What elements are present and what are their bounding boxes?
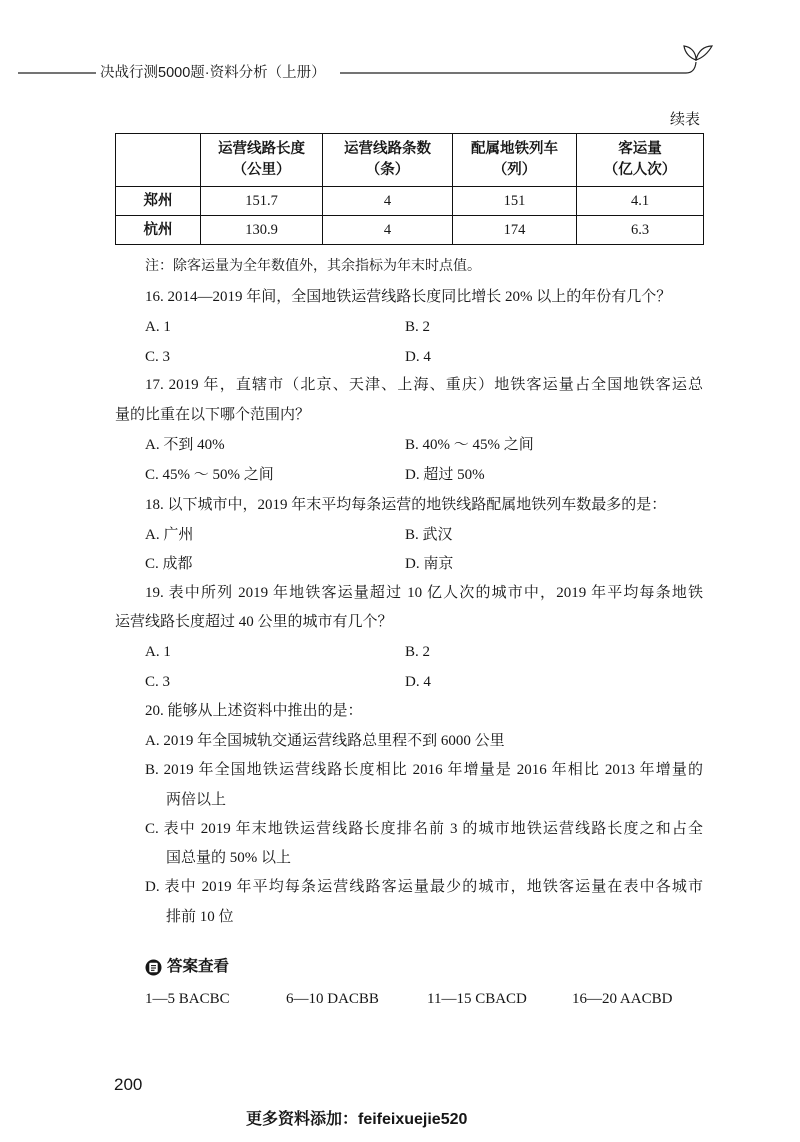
- table-note: 注：除客运量为全年数值外，其余指标为年末时点值。: [145, 259, 481, 274]
- column-header-unit: （亿人次）: [603, 162, 677, 178]
- table-row: [116, 187, 704, 216]
- column-header-title: 运营线路长度: [218, 141, 305, 157]
- question-stem: 20. 能够从上述资料中推出的是：: [145, 703, 363, 719]
- table-row: [116, 216, 704, 245]
- option-a: A. 不到 40%: [145, 437, 225, 453]
- length-cell: 130.9: [201, 216, 323, 245]
- ridership-cell: 4.1: [577, 187, 704, 216]
- question-stem: 17. 2019 年，直辖市（北京、天津、上海、重庆）地铁客运量占全国地铁客运总: [145, 377, 703, 393]
- column-header-unit: （公里）: [232, 162, 291, 178]
- option-c: C. 3: [145, 349, 171, 365]
- option-c-continued: 国总量的 50% 以上: [166, 850, 291, 866]
- option-a: A. 广州: [145, 527, 194, 543]
- answer-icon: [145, 959, 162, 976]
- question-stem: 19. 表中所列 2019 年地铁客运量超过 10 亿人次的城市中，2019 年平均每条地铁: [145, 585, 703, 601]
- option-d-continued: 排前 10 位: [166, 909, 234, 925]
- option-b: B. 2: [405, 319, 431, 335]
- option-a: A. 1: [145, 319, 171, 335]
- sprout-icon: [684, 46, 712, 73]
- option-c: C. 表中 2019 年末地铁运营线路长度排名前 3 的城市地铁运营线路长度之和占全: [145, 821, 703, 837]
- table-corner-cell: [116, 134, 201, 187]
- option-b-continued: 两倍以上: [166, 792, 227, 808]
- question-stem: 18. 以下城市中，2019 年末平均每条运营的地铁线路配属地铁列车数最多的是：: [145, 497, 667, 513]
- column-header-title: 客运量: [618, 141, 662, 157]
- answer-group: 16—20 AACBD: [572, 991, 673, 1007]
- answer-group: 6—10 DACBB: [286, 991, 379, 1007]
- column-header-lines: [323, 134, 453, 187]
- data-table: [115, 133, 704, 245]
- page-number: 200: [114, 1075, 143, 1094]
- running-header-title: 决战行测5000题·资料分析（上册）: [100, 65, 326, 81]
- lines-cell: 4: [323, 216, 453, 245]
- option-d: D. 4: [405, 674, 431, 690]
- question-stem: 16. 2014—2019 年间，全国地铁运营线路长度同比增长 20% 以上的年份有几个？: [145, 289, 672, 305]
- footer-watermark-text: 更多资料添加：feifeixuejie520: [246, 1111, 468, 1128]
- table-header-row: [116, 134, 704, 187]
- answer-group: 11—15 CBACD: [427, 991, 527, 1007]
- city-cell: 郑州: [116, 187, 201, 216]
- option-b: B. 40% ～ 45% 之间: [405, 437, 534, 453]
- option-d: D. 超过 50%: [405, 467, 485, 483]
- city-cell: 杭州: [116, 216, 201, 245]
- option-b: B. 武汉: [405, 527, 453, 543]
- option-d: D. 表中 2019 年平均每条运营线路客运量最少的城市，地铁客运量在表中各城市: [145, 879, 703, 895]
- option-a: A. 2019 年全国城轨交通运营线路总里程不到 6000 公里: [145, 733, 505, 749]
- answer-group: 1—5 BACBC: [145, 991, 230, 1007]
- table-continued-label: 续表: [669, 112, 700, 128]
- column-header-ridership: [577, 134, 704, 187]
- column-header-title: 运营线路条数: [344, 141, 431, 157]
- option-d: D. 南京: [405, 556, 454, 572]
- option-d: D. 4: [405, 349, 431, 365]
- trains-cell: 151: [453, 187, 577, 216]
- lines-cell: 4: [323, 187, 453, 216]
- option-c: C. 3: [145, 674, 171, 690]
- question-stem-continued: 量的比重在以下哪个范围内？: [115, 407, 311, 423]
- trains-cell: 174: [453, 216, 577, 245]
- header-rule: [0, 0, 800, 100]
- option-c: C. 成都: [145, 556, 193, 572]
- column-header-trains: [453, 134, 577, 187]
- option-a: A. 1: [145, 644, 171, 660]
- column-header-title: 配属地铁列车: [471, 141, 558, 157]
- question-stem-continued: 运营线路长度超过 40 公里的城市有几个？: [115, 614, 393, 630]
- answer-heading: 答案查看: [167, 958, 230, 975]
- column-header-unit: （列）: [492, 162, 537, 178]
- option-b: B. 2019 年全国地铁运营线路长度相比 2016 年增量是 2016 年相比 2013 年增量的: [145, 762, 703, 778]
- ridership-cell: 6.3: [577, 216, 704, 245]
- option-b: B. 2: [405, 644, 431, 660]
- option-c: C. 45% ～ 50% 之间: [145, 467, 274, 483]
- column-header-length: [201, 134, 323, 187]
- length-cell: 151.7: [201, 187, 323, 216]
- column-header-unit: （条）: [365, 162, 410, 178]
